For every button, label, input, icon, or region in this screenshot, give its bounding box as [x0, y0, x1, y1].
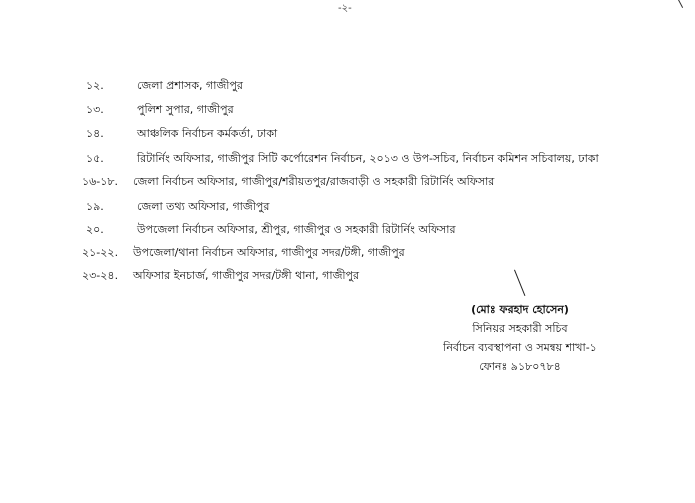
list-item [86, 197, 681, 217]
list-item-number: ১২. [86, 79, 104, 92]
list-item-text: উপজেলা/থানা নির্বাচন অফিসার, গাজীপুর সদর/টঙ্গী, গাজীপুর [133, 246, 405, 259]
signatory-designation: সিনিয়র সহকারী সচিব [472, 322, 568, 335]
list-item-number: ১৯. [86, 200, 104, 213]
list-item-number: ২০. [86, 223, 104, 236]
list-item [82, 266, 677, 286]
signature-block [420, 300, 620, 376]
list-item [86, 124, 681, 144]
list-item-number: ২১-২২. [82, 246, 119, 259]
list-item-text: জেলা তথ্য অফিসার, গাজীপুর [137, 200, 270, 213]
list-item-text: রিটার্নিং অফিসার, গাজীপুর সিটি কর্পোরেশন নির্বাচন, ২০১৩ ও উপ-সচিব, নির্বাচন কমিশন সচিবালয়, ঢাকা [137, 152, 599, 165]
list-item-number: ১৫. [86, 152, 104, 165]
list-item-text: জেলা নির্বাচন অফিসার, গাজীপুর/শরীয়তপুর/রাজবাড়ী ও সহকারী রিটার্নিং অফিসার [133, 175, 495, 188]
list-item-number: ১৬-১৮. [82, 175, 119, 188]
signatory-section: নির্বাচন ব্যবস্থাপনা ও সমন্বয় শাখা-১ [443, 341, 597, 354]
corner-mark [678, 0, 683, 8]
list-item-text: অফিসার ইনচার্জ, গাজীপুর সদর/টঙ্গী থানা, গাজীপুর [133, 269, 360, 282]
list-item [86, 220, 681, 240]
list-item [86, 100, 681, 120]
list-item [86, 76, 681, 96]
list-item-number: ২৩-২৪. [82, 269, 119, 282]
list-item-text: আঞ্চলিক নির্বাচন কর্মকর্তা, ঢাকা [137, 127, 278, 140]
list-item-number: ১৪. [86, 127, 104, 140]
page-number: -২- [338, 3, 352, 14]
list-item-text: জেলা প্রশাসক, গাজীপুর [137, 79, 243, 92]
list-item-text: পুলিশ সুপার, গাজীপুর [137, 103, 234, 116]
list-item [82, 172, 677, 192]
list-item [82, 243, 677, 263]
signatory-phone: ফোনঃ ৯১৮০৭৮৪ [479, 360, 561, 373]
list-item-text: উপজেলা নির্বাচন অফিসার, শ্রীপুর, গাজীপুর ও সহকারী রিটার্নিং অফিসার [137, 223, 456, 236]
list-item-number: ১৩. [86, 103, 104, 116]
signatory-name: (মোঃ ফরহাদ হোসেন) [471, 303, 569, 316]
list-item [86, 149, 681, 169]
